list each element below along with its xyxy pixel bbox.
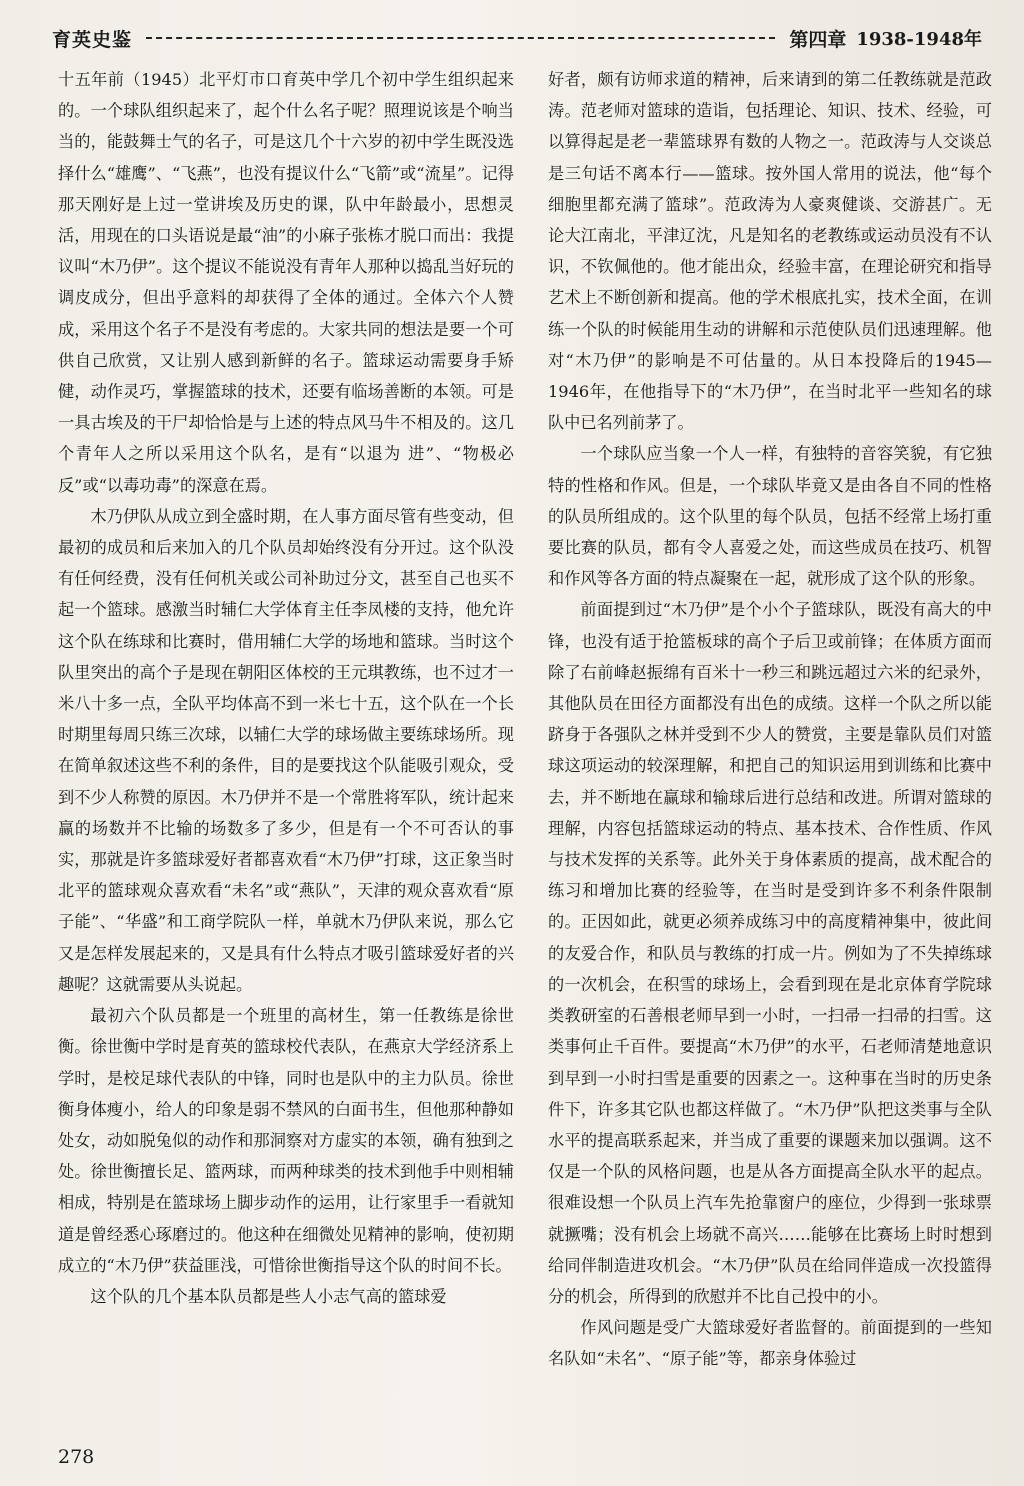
running-header [52,20,982,56]
paragraph: 这个队的几个基本队员都是些人小志气高的篮球爱 [90,1286,447,1306]
left-text-column [58,64,514,1312]
paragraph: 作风问题是受广大篮球爱好者监督的。前面提到的一些知名队如“未名”、“原子能”等，都亲身体验过 [548,1318,992,1369]
paragraph: 木乃伊队从成立到全盛时期，在人事方面尽管有些变动，但最初的成员和后来加入的几个队员却始终没有分开过。这个队没有任何经费，没有任何机关或公司补助过分文，甚至自己也买不起一个篮球。感激当时辅仁大学体育主任李凤楼的支持，他允许这个队在练球和比赛时，借用辅仁大学的场地和篮球。当时这个队里突出的高个子是现在朝阳区体校的王元琪教练，也不过才一米八十多一点，全队平均体高不到一米七十五，这个队在一个长时期里每周只练三次球，以辅仁大学的球场做主要练球场所。现在简单叙述这些不利的条件，目的是要找这个队能吸引观众，受到不少人称赞的原因。木乃伊并不是一个常胜将军队，统计起来赢的场数并不比输的场数多了多少，但是有一个不可否认的事实，那就是许多篮球爱好者都喜欢看“木乃伊”打球，这正象当时北平的篮球观众喜欢看“未名”或“燕队”，天津的观众喜欢看“原子能”、“华盛”和工商学院队一样，单就木乃伊队来说，那么它又是怎样发展起来的，又是具有什么特点才吸引篮球爱好者的兴趣呢？这就需要从头说起。 [58,506,514,994]
paragraph: 十五年前（1945）北平灯市口育英中学几个初中学生组织起来的。一个球队组织起来了，起个什么名子呢？照理说该是个响当当的，能鼓舞士气的名子，可是这几个十六岁的初中学生既没选择什么“雄鹰”、“飞燕”，也没有提议什么“飞箭”或“流星”。记得那天刚好是上过一堂讲埃及历史的课，队中年龄最小，思想灵活，用现在的口头语说是最“油”的小麻子张栋才脱口而出：我提议叫“木乃伊”。这个提议不能说没有青年人那种以捣乱当好玩的调皮成分，但出乎意料的却获得了全体的通过。全体六个人赞成，采用这个名子不是没有考虑的。大家共同的想法是要一个可供自己欣赏，又让别人感到新鲜的名子。篮球运动需要身手矫健，动作灵巧，掌握篮球的技术，还要有临场善断的本领。可是一具古埃及的干尸却恰恰是与上述的特点风马牛不相及的。这几个青年人之所以采用这个队名，是有“以退为 进”、“物极必反”或“以毒功毒”的深意在焉。 [58,70,514,495]
book-title: 育英史鉴 [52,28,133,51]
right-text-column [548,64,992,1375]
paragraph: 好者，颇有访师求道的精神，后来请到的第二任教练就是范政涛。范老师对篮球的造诣，包括理论、知识、技术、经验，可以算得起是老一辈篮球界有数的人物之一。范政涛与人交谈总是三句话不离本行——篮球。按外国人常用的说法，他“每个细胞里都充满了篮球”。范政涛为人豪爽健谈、交游甚广。无论大江南北，平津辽沈，凡是知名的老教练或运动员没有不认识，不钦佩他的。他才能出众，经验丰富，在理论研究和指导艺术上不断创新和提高。他的学术根底扎实，技术全面，在训练一个队的时候能用生动的讲解和示范使队员们迅速理解。他对“木乃伊”的影响是不可估量的。从日本投降后的1945—1946年，在他指导下的“木乃伊”，在当时北平一些知名的球队中已名列前茅了。 [548,70,992,433]
paragraph: 前面提到过“木乃伊”是个小个子篮球队，既没有高大的中锋，也没有适于抢篮板球的高个子后卫或前锋；在体质方面而除了右前峰赵振绵有百米十一秒三和跳远超过六米的纪录外，其他队员在田径方面都没有出色的成绩。这样一个队之所以能跻身于各强队之林并受到不少人的赞赏，主要是靠队员们对篮球这项运动的较深理解，和把自己的知识运用到训练和比赛中去，并不断地在赢球和输球后进行总结和改进。所谓对篮球的理解，内容包括篮球运动的特点、基本技术、合作性质、作风与技术发挥的关系等。此外关于身体素质的提高，战术配合的练习和增加比赛的经验等，在当时是受到许多不利条件限制的。正因如此，就更必须养成练习中的高度精神集中，彼此间的友爱合作，和队员与教练的打成一片。例如为了不失掉练球的一次机会，在积雪的球场上，会看到现在是北京体育学院球类教研室的石善根老师早到一小时，一扫帚一扫帚的扫雪。这类事何止千百件。要提高“木乃伊”的水平，石老师清楚地意识到早到一小时扫雪是重要的因素之一。这种事在当时的历史条件下，许多其它队也都这样做了。“木乃伊”队把这类事与全队水平的提高联系起来，并当成了重要的课题来加以强调。这不仅是一个队的风格问题，也是从各方面提高全队水平的起点。很难设想一个队员上汽车先抢靠窗户的座位，少得到一张球票就撅嘴；没有机会上场就不高兴……能够在比赛场上时时想到给同伴制造进攻机会。“木乃伊”队员在给同伴造成一次投篮得分的机会，所得到的欣慰并不比自己投中的小。 [548,600,992,1306]
paragraph: 最初六个队员都是一个班里的高材生，第一任教练是徐世衡。徐世衡中学时是育英的篮球校代表队，在燕京大学经济系上学时，是校足球代表队的中锋，同时也是队中的主力队员。徐世衡身体瘦小，给人的印象是弱不禁风的白面书生，但他那种静如处女，动如脱兔似的动作和那洞察对方虚实的本领，确有独到之处。徐世衡擅长足、篮两球，而两种球类的技术到他手中则相辅相成，特别是在篮球场上脚步动作的运用，让行家里手一看就知道是曾经悉心琢磨过的。他这种在细微处见精神的影响，使初期成立的“木乃伊”获益匪浅，可惜徐世衡指导这个队的时间不长。 [58,1006,514,1275]
page-number: 278 [58,1446,95,1468]
paragraph: 一个球队应当象一个人一样，有独特的音容笑貌，有它独特的性格和作风。但是，一个球队毕竟又是由各自不同的性格的队员所组成的。这个队里的每个队员，包括不经常上场打重要比赛的队员，都有令人喜爱之处，而这些成员在技巧、机智和作风等各方面的特点凝聚在一起，就形成了这个队的形象。 [548,444,992,589]
chapter-years: 1938-1948年 [856,29,982,50]
header-dashed-rule [146,37,775,39]
chapter-label: 第四章 [789,28,847,51]
